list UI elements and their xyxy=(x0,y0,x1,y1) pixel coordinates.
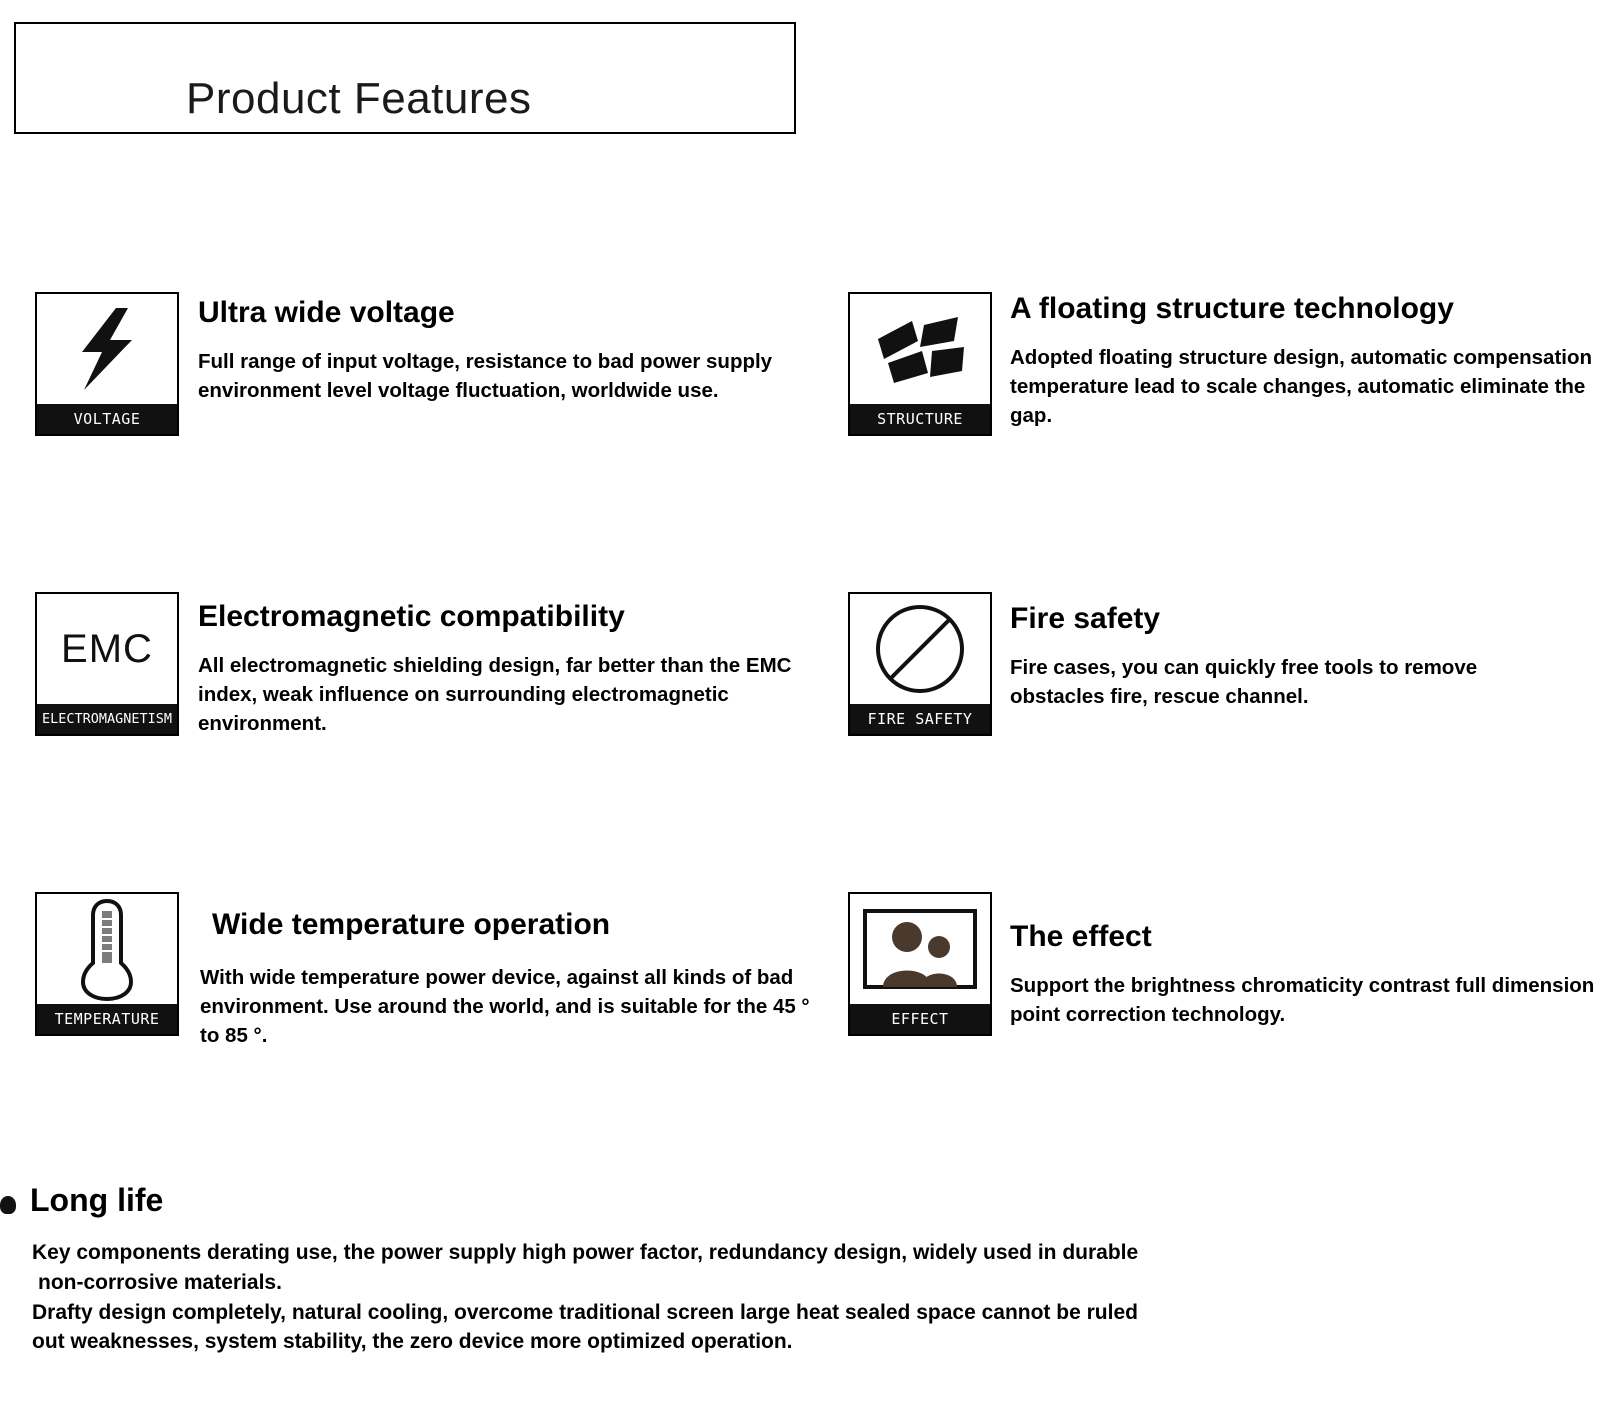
floating-structure-icon xyxy=(850,294,990,404)
temperature-icon-caption: TEMPERATURE xyxy=(37,1004,177,1034)
feature-description: Support the brightness chromaticity contrast full dimension point correction technology. xyxy=(1010,974,1595,1027)
emc-icon-label: EMC xyxy=(61,626,153,671)
feature-description: Full range of input voltage, resistance to bad power supply environment level voltage fluctuation, worldwide use. xyxy=(198,350,773,403)
fire-safety-no-entry-icon xyxy=(850,594,990,704)
audience-effect-icon xyxy=(850,894,990,1004)
feature-text-block xyxy=(1010,602,1570,711)
feature-text-block xyxy=(1010,292,1600,430)
page-title-box xyxy=(14,22,796,134)
feature-row xyxy=(0,572,1600,872)
page-title: Product Features xyxy=(186,74,532,123)
long-life-line-3: Drafty design completely, natural cooling, overcome traditional screen large heat sealed space cannot be ruled xyxy=(32,1300,1138,1324)
long-life-title: Long life xyxy=(30,1182,164,1218)
voltage-icon-caption: VOLTAGE xyxy=(37,404,177,434)
fire-safety-icon-box xyxy=(848,592,992,736)
long-life-body xyxy=(32,1238,1462,1357)
feature-title: Ultra wide voltage xyxy=(198,296,455,329)
feature-title: Electromagnetic compatibility xyxy=(198,600,625,633)
emc-icon xyxy=(37,594,177,704)
feature-row xyxy=(0,872,1600,1172)
feature-description: With wide temperature power device, against all kinds of bad environment. Use around the world, and is suitable for the 45 ° to 85 °. xyxy=(200,966,810,1048)
emc-icon-box xyxy=(35,592,179,736)
feature-title: Fire safety xyxy=(1010,602,1161,635)
structure-icon-box xyxy=(848,292,992,436)
bullet-dot-icon xyxy=(0,1196,16,1214)
emc-icon-caption: ELECTROMAGNETISM xyxy=(37,704,177,734)
feature-title: Wide temperature operation xyxy=(212,908,611,941)
feature-description: Adopted floating structure design, automatic compensation temperature lead to scale changes, automatic eliminate the gap. xyxy=(1010,346,1593,428)
feature-description: Fire cases, you can quickly free tools to remove obstacles fire, rescue channel. xyxy=(1010,656,1478,709)
voltage-bolt-icon xyxy=(37,294,177,404)
feature-grid xyxy=(0,272,1600,1172)
feature-title: The effect xyxy=(1010,920,1152,953)
thermometer-icon xyxy=(37,894,177,1004)
voltage-icon-box xyxy=(35,292,179,436)
long-life-line-2: non-corrosive materials. xyxy=(38,1270,282,1294)
feature-row xyxy=(0,272,1600,572)
feature-text-block xyxy=(198,600,818,738)
long-life-line-1: Key components derating use, the power supply high power factor, redundancy design, widely used in durable xyxy=(32,1241,1139,1264)
feature-text-block xyxy=(200,908,820,1050)
temperature-icon-box xyxy=(35,892,179,1036)
structure-icon-caption: STRUCTURE xyxy=(850,404,990,434)
fire-safety-icon-caption: FIRE SAFETY xyxy=(850,704,990,734)
feature-text-block xyxy=(1010,920,1600,1029)
effect-icon-caption: EFFECT xyxy=(850,1004,990,1034)
feature-title: A floating structure technology xyxy=(1010,292,1454,325)
feature-text-block xyxy=(198,296,818,405)
feature-description: All electromagnetic shielding design, far better than the EMC index, weak influence on surrounding electromagnetic environment. xyxy=(198,654,792,736)
long-life-line-4: out weaknesses, system stability, the zero device more optimized operation. xyxy=(32,1330,793,1354)
effect-icon-box xyxy=(848,892,992,1036)
